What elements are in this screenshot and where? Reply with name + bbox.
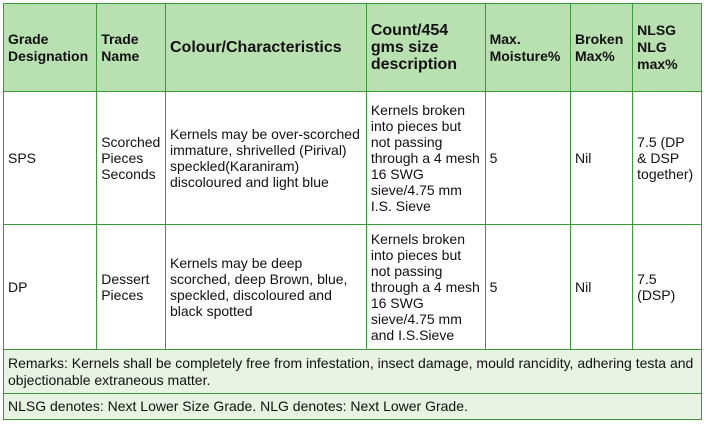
cell-grade: SPS	[4, 92, 97, 225]
table-row	[4, 225, 702, 350]
definitions-text: NLSG denotes: Next Lower Size Grade. NLG denotes: Next Lower Grade.	[4, 394, 702, 420]
cell-broken: Nil	[571, 225, 633, 350]
cell-grade: DP	[4, 225, 97, 350]
header-grade-designation: Grade Designation	[4, 4, 97, 92]
header-trade-name: Trade Name	[97, 4, 166, 92]
definitions-row	[4, 394, 702, 420]
cell-count: Kernels broken into pieces but not passing through a 4 mesh 16 SWG sieve/4.75 mm and I.S.Sieve	[366, 225, 485, 350]
header-count-size-description: Count/454 gms size description	[366, 4, 485, 92]
header-max-moisture: Max. Moisture%	[485, 4, 570, 92]
cell-colour: Kernels may be over-scorched immature, shrivelled (Pirival) speckled(Karaniram) discoloured and light blue	[166, 92, 367, 225]
cell-broken: Nil	[571, 92, 633, 225]
cell-trade-name: Scorched Pieces Seconds	[97, 92, 166, 225]
cell-nlsg: 7.5 (DP & DSP together)	[633, 92, 702, 225]
cell-trade-name: Dessert Pieces	[97, 225, 166, 350]
cell-count: Kernels broken into pieces but not passing through a 4 mesh 16 SWG sieve/4.75 mm I.S. Sieve	[366, 92, 485, 225]
header-nlsg-nlg-max: NLSG NLG max%	[633, 4, 702, 92]
remarks-row	[4, 350, 702, 394]
cell-moisture: 5	[485, 92, 570, 225]
grade-specification-table	[3, 3, 702, 420]
table-row	[4, 92, 702, 225]
header-row	[4, 4, 702, 92]
cell-nlsg: 7.5 (DSP)	[633, 225, 702, 350]
cell-moisture: 5	[485, 225, 570, 350]
cell-colour: Kernels may be deep scorched, deep Brown, blue, speckled, discoloured and black spotted	[166, 225, 367, 350]
header-colour-characteristics: Colour/Characteristics	[166, 4, 367, 92]
remarks-text: Remarks: Kernels shall be completely free from infestation, insect damage, mould rancidity, adhering testa and objectionable extraneous matter.	[4, 350, 702, 394]
header-broken-max: Broken Max%	[571, 4, 633, 92]
